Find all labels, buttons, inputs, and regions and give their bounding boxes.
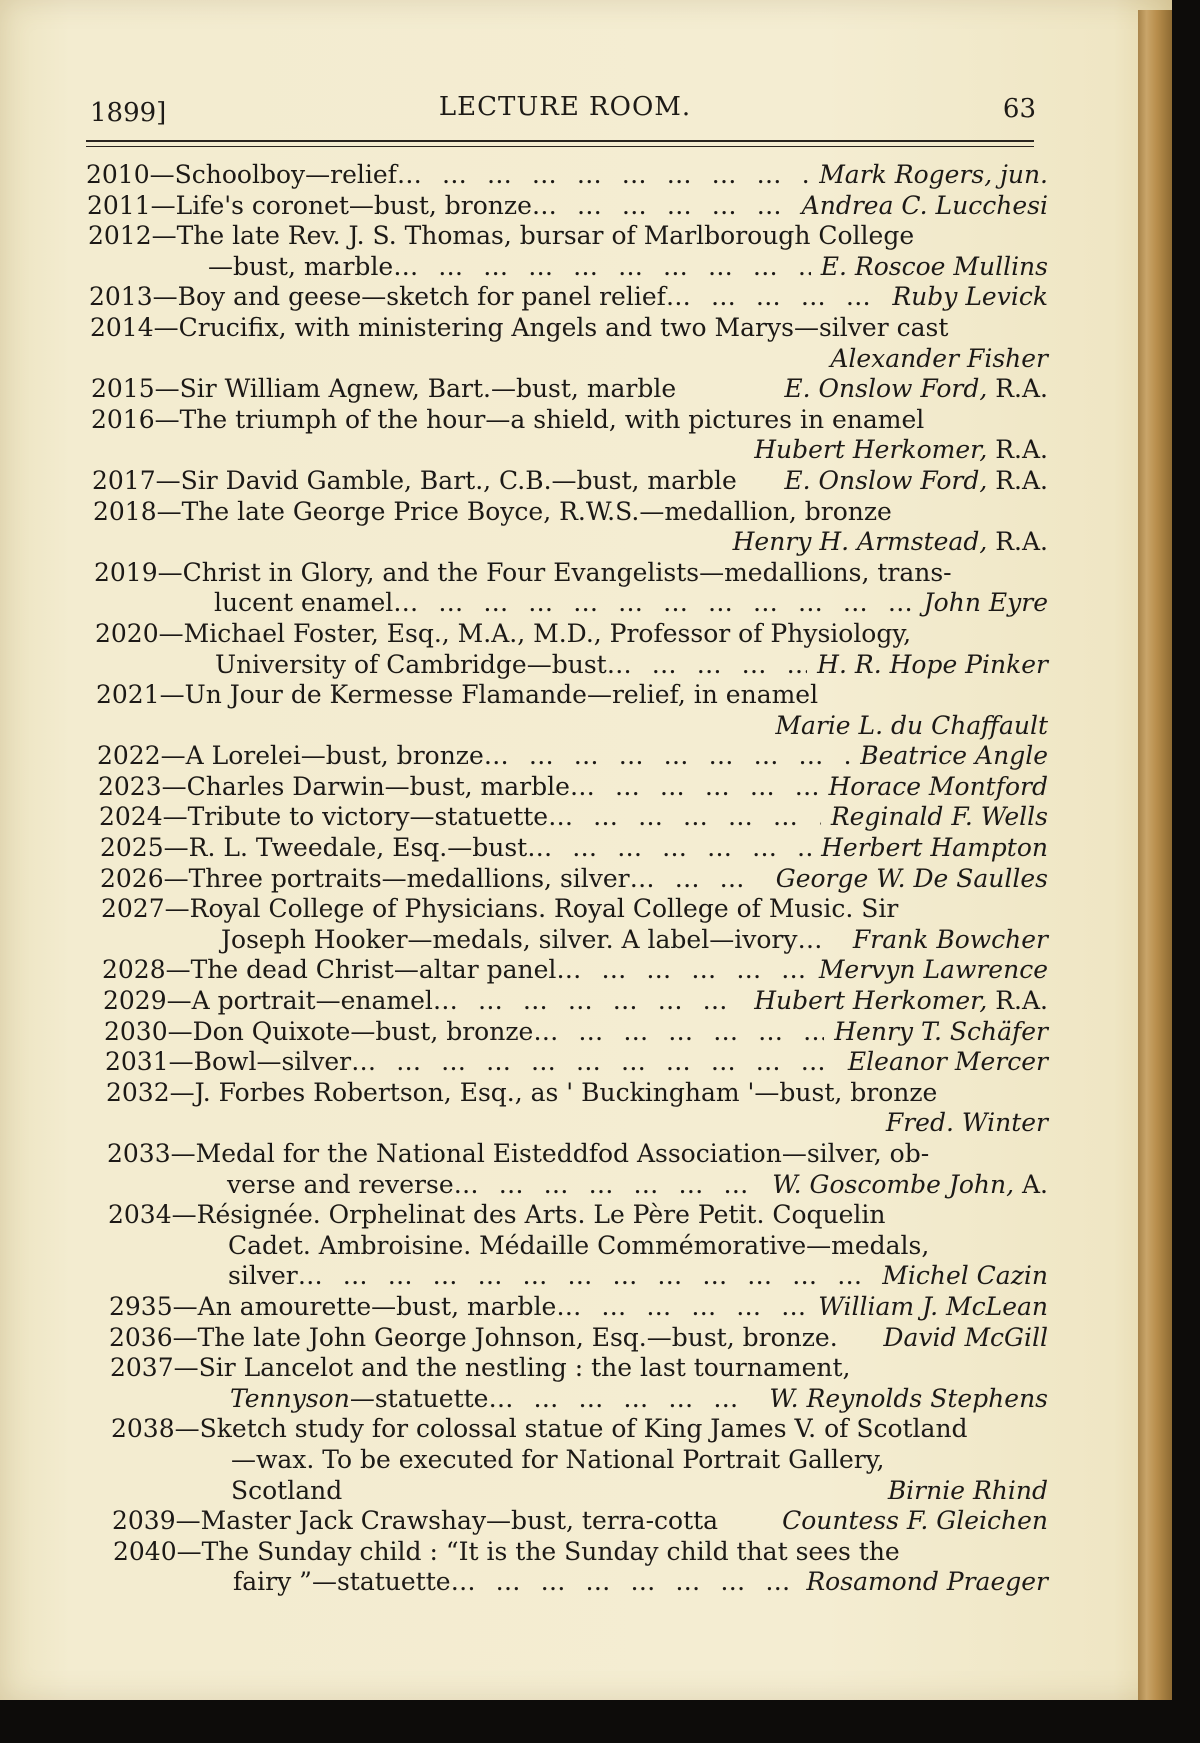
- artist-name: [772, 1506, 1048, 1537]
- artist-name-text: Henry H. Armstead,: [732, 527, 988, 557]
- artist-name: [744, 986, 1048, 1017]
- artist-name: [808, 1292, 1048, 1323]
- entry-continuation-line: [0, 1445, 1048, 1476]
- entry-text: 2935—An amourette—bust, marble: [109, 1291, 557, 1321]
- entry-artist-line: [0, 1108, 1048, 1139]
- entry-artist-line: [0, 435, 1048, 466]
- artist-name: [850, 741, 1048, 772]
- artist-name: [811, 252, 1048, 283]
- entry-text: 2033—Medal for the National Eisteddfod Association—silver, ob-: [107, 1139, 930, 1168]
- catalogue-entry: [0, 802, 1060, 833]
- artist-name: [843, 925, 1048, 956]
- artist-name: [914, 588, 1048, 619]
- entry-number: 2029: [103, 986, 167, 1016]
- entry-description: Sir Lancelot and the nestling : the last tournament,: [198, 1353, 851, 1383]
- artist-name-text: Hubert Herkomer,: [754, 986, 988, 1016]
- entry-continuation-line: [0, 650, 1048, 681]
- entry-description: University of Cambridge—bust: [215, 649, 607, 679]
- entry-text: [231, 1445, 884, 1476]
- entry-description: R. L. Tweedale, Esq.—bust: [188, 833, 528, 863]
- artist-name: [873, 1323, 1048, 1354]
- leader-dots: [433, 986, 744, 1017]
- entry-artist-line: [0, 711, 1048, 742]
- entry-description: The Sunday child : “It is the Sunday child that sees the: [201, 1536, 900, 1566]
- entry-title-line: [0, 1506, 1048, 1537]
- artist-rank: R.A.: [987, 435, 1048, 465]
- artist-name-text: David McGill: [883, 1322, 1048, 1352]
- catalogue-entry: [0, 680, 1060, 741]
- entry-title-line: [0, 497, 1048, 528]
- entry-continuation-line: [0, 1261, 1048, 1292]
- artist-name-text: Reginald F. Wells: [830, 802, 1048, 832]
- entry-number: 2935: [109, 1291, 173, 1321]
- entry-continuation-line: [0, 925, 1048, 956]
- entry-text: [214, 588, 393, 619]
- artist-name-text: John Eyre: [923, 588, 1048, 618]
- entry-title-line: [0, 772, 1048, 803]
- entry-number: 2033: [107, 1139, 171, 1168]
- entry-text: [230, 1384, 488, 1415]
- leader-dots: [533, 1017, 824, 1048]
- entry-continuation-line: [0, 588, 1048, 619]
- leader-dots: [393, 588, 913, 619]
- entry-continuation-line: [0, 1384, 1048, 1415]
- artist-name-text: Alexander Fisher: [830, 343, 1048, 373]
- entry-text: 2013—Boy and geese—sketch for panel relief: [89, 282, 666, 312]
- entry-number: 2039: [112, 1506, 176, 1536]
- entry-text: 2028—The dead Christ—altar panel: [102, 955, 557, 985]
- entry-description: Charles Darwin—bust, marble: [186, 771, 570, 801]
- artist-rank: R.A.: [987, 986, 1048, 1016]
- entry-description: Sketch study for colossal statue of King James V. of Scotland: [199, 1414, 968, 1444]
- entry-title-line: [0, 558, 1048, 589]
- artist-name-text: Herbert Hampton: [821, 833, 1048, 863]
- catalogue-entry: [0, 405, 1060, 466]
- leader-dots: [630, 864, 766, 895]
- leader-dots: [532, 191, 792, 222]
- entry-number: 2027: [101, 894, 165, 924]
- entry-description: Bowl—silver: [193, 1047, 352, 1077]
- entry-description: Résignée. Orphelinat des Arts. Le Père Petit. Coquelin: [196, 1200, 886, 1230]
- entry-title-line: [0, 680, 1048, 711]
- entry-number: 2022: [97, 741, 161, 771]
- entry-number: 2015: [91, 374, 155, 404]
- entry-description: Life's coronet—bust, bronze: [175, 190, 532, 220]
- entry-description: Scotland: [231, 1475, 343, 1505]
- artist-name: [762, 1170, 1048, 1201]
- entry-description: Joseph Hooker—medals, silver. A label—ivory: [221, 924, 798, 954]
- entry-number: 2034: [108, 1200, 172, 1230]
- catalogue-entry: [0, 282, 1060, 313]
- artist-name: [882, 282, 1048, 313]
- entry-text: 2037—Sir Lancelot and the nestling : the last tournament,: [110, 1353, 851, 1383]
- artist-name-text: H. R. Hope Pinker: [817, 649, 1048, 679]
- entry-continuation-line: [0, 252, 1048, 283]
- artist-name-text: Ruby Levick: [892, 282, 1048, 312]
- entry-title-line: [0, 741, 1048, 772]
- entry-description: Michael Foster, Esq., M.A., M.D., Professor of Physiology,: [183, 618, 912, 648]
- entry-title-line: [0, 864, 1048, 895]
- entry-title-line: [0, 1414, 1048, 1445]
- artist-name: [807, 650, 1048, 681]
- entry-text: 2027—Royal College of Physicians. Royal College of Music. Sir: [101, 894, 899, 924]
- entry-description: The late John George Johnson, Esq.—bust, bronze.: [197, 1322, 838, 1352]
- entry-number: 2031: [105, 1047, 169, 1077]
- artist-name-text: Beatrice Angle: [860, 741, 1048, 771]
- entry-description: Tribute to victory—statuette: [187, 802, 549, 832]
- entry-number: 2018: [93, 496, 157, 526]
- artist-name-text: Rosamond Praeger: [806, 1567, 1048, 1597]
- entry-title-line: [0, 1323, 1048, 1354]
- header-rule: [86, 140, 1034, 142]
- entry-text: 2023—Charles Darwin—bust, marble: [98, 771, 570, 801]
- artist-name: [872, 1261, 1048, 1292]
- artist-name-text: Countess F. Gleichen: [782, 1506, 1048, 1536]
- entry-title-line: [0, 1139, 1048, 1170]
- entry-description: The late George Price Boyce, R.W.S.—medallion, bronze: [181, 496, 892, 526]
- entry-description: lucent enamel: [214, 588, 394, 618]
- catalogue-entry: [0, 772, 1060, 803]
- artist-name-text: Mark Rogers, jun.: [819, 160, 1048, 189]
- entry-text: [231, 1476, 342, 1507]
- catalogue-entry: [0, 374, 1060, 405]
- artist-rank: R.A.: [987, 465, 1048, 495]
- entry-text: 2018—The late George Price Boyce, R.W.S.—medallion, bronze: [93, 496, 892, 526]
- catalogue-entry: [0, 833, 1060, 864]
- entry-description: Schoolboy—relief: [174, 160, 397, 189]
- entry-description: Tennyson—statuette: [230, 1383, 489, 1413]
- leader-dots: [451, 1567, 797, 1598]
- entry-text: [208, 252, 393, 283]
- catalogue-entry: [0, 1537, 1060, 1598]
- entry-text: 2010—Schoolboy—relief: [86, 160, 397, 189]
- artist-rank: A.: [1014, 1169, 1048, 1199]
- artist-name-text: Fred. Winter: [885, 1108, 1048, 1138]
- entry-text: [215, 650, 607, 681]
- entry-description: Don Quixote—bust, bronze: [192, 1016, 534, 1046]
- leader-dots: [548, 802, 821, 833]
- artist-name: [759, 1384, 1048, 1415]
- entry-text: 2017—Sir David Gamble, Bart., C.B.—bust, marble: [92, 465, 737, 495]
- artist-name-text: Frank Bowcher: [852, 924, 1048, 954]
- artist-name: [838, 1047, 1048, 1078]
- entry-description: Royal College of Physicians. Royal College of Music. Sir: [189, 894, 899, 924]
- leader-dots: [397, 160, 809, 191]
- entry-number: 2032: [106, 1077, 170, 1107]
- catalogue-entry: [0, 313, 1060, 374]
- entry-description: Christ in Glory, and the Four Evangelists—medallions, trans-: [182, 557, 952, 587]
- catalogue-entry: [0, 558, 1060, 619]
- entry-title-line: [0, 313, 1048, 344]
- entry-title-line: [0, 619, 1048, 650]
- artist-name-text: W. Reynolds Stephens: [769, 1383, 1048, 1413]
- entry-number: 2016: [91, 404, 155, 434]
- leader-dots: [488, 1384, 759, 1415]
- entry-title-line: [0, 1047, 1048, 1078]
- entry-number: 2040: [113, 1536, 177, 1566]
- catalogue-entry: [0, 955, 1060, 986]
- leader-dots: [527, 833, 811, 864]
- artist-name: [878, 1476, 1048, 1507]
- entry-text: 2011—Life's coronet—bust, bronze: [87, 190, 532, 220]
- entry-number: 2020: [95, 618, 159, 648]
- leader-dots: [484, 741, 850, 772]
- entry-description: The late Rev. J. S. Thomas, bursar of Marlborough College: [176, 221, 915, 251]
- entry-text: 2034—Résignée. Orphelinat des Arts. Le Père Petit. Coquelin: [108, 1200, 886, 1230]
- catalogue-entry: [0, 1292, 1060, 1323]
- entry-number: 2028: [102, 955, 166, 985]
- artist-rank: R.A.: [987, 374, 1048, 404]
- artist-name: [766, 864, 1048, 895]
- entry-description: Sir David Gamble, Bart., C.B.—bust, marble: [180, 465, 737, 495]
- entry-text: 2036—The late John George Johnson, Esq.—bust, bronze.: [109, 1322, 838, 1352]
- entry-description: The dead Christ—altar panel: [190, 955, 557, 985]
- entry-description: An amourette—bust, marble: [197, 1291, 557, 1321]
- entry-number: 2011: [87, 190, 151, 220]
- catalogue-entry: [0, 741, 1060, 772]
- catalogue-entry: [0, 221, 1060, 282]
- entry-title-line: [0, 1200, 1048, 1231]
- entry-text: 2022—A Lorelei—bust, bronze: [97, 741, 484, 771]
- catalogue-entry: [0, 1506, 1060, 1537]
- entry-text: 2020—Michael Foster, Esq., M.A., M.D., Professor of Physiology,: [95, 618, 912, 648]
- catalogue-entry: [0, 1353, 1060, 1414]
- header-year: 1899]: [90, 98, 167, 128]
- entry-title-line: [0, 1292, 1048, 1323]
- artist-name-text: William J. McLean: [818, 1291, 1048, 1321]
- artist-name: [796, 1567, 1048, 1598]
- artist-name: [744, 435, 1048, 466]
- entry-title-line: [0, 802, 1048, 833]
- leader-dots: [298, 1261, 873, 1292]
- leader-dots: [351, 1047, 838, 1078]
- artist-name-text: Eleanor Mercer: [847, 1047, 1048, 1077]
- artist-name-text: Mervyn Lawrence: [818, 955, 1048, 985]
- entry-title-line: [0, 1078, 1048, 1109]
- entry-description: A portrait—enamel: [191, 986, 433, 1016]
- artist-name-text: Michel Cazin: [882, 1261, 1048, 1291]
- entry-text: 2019—Christ in Glory, and the Four Evangelists—medallions, trans-: [94, 557, 952, 587]
- catalogue-entry: [0, 1078, 1060, 1139]
- artist-name-text: George W. De Saulles: [775, 863, 1048, 893]
- leader-dots: [454, 1170, 763, 1201]
- artist-name-text: Henry T. Schäfer: [834, 1016, 1048, 1046]
- entry-description: Cadet. Ambroisine. Médaille Commémorative—medals,: [228, 1230, 930, 1260]
- entry-title-line: [0, 374, 1048, 405]
- entry-number: 2010: [86, 160, 150, 189]
- entry-title-line: [0, 405, 1048, 436]
- catalogue-entry: [0, 1139, 1060, 1200]
- leader-dots: [666, 282, 882, 313]
- artist-name-text: Hubert Herkomer,: [754, 435, 988, 465]
- catalogue-entry: [0, 1017, 1060, 1048]
- catalogue-entry: [0, 894, 1060, 955]
- artist-name-text: W. Goscombe John,: [772, 1169, 1015, 1199]
- book-spine-edge: [1138, 10, 1172, 1700]
- entry-number: 2025: [100, 833, 164, 863]
- entry-title-line: [0, 894, 1048, 925]
- artist-name: [821, 802, 1048, 833]
- catalogue-entry: [0, 986, 1060, 1017]
- entry-title-line: [0, 955, 1048, 986]
- entry-description: Sir William Agnew, Bart.—bust, marble: [179, 374, 677, 404]
- entry-text: [228, 1261, 298, 1292]
- entry-number: 2036: [109, 1322, 173, 1352]
- entry-description: verse and reverse: [227, 1169, 454, 1199]
- entry-description: silver: [228, 1261, 298, 1291]
- artist-name-text: E. Roscoe Mullins: [820, 251, 1048, 281]
- catalogue-entry: [0, 1414, 1060, 1506]
- entry-number: 2037: [110, 1353, 174, 1383]
- catalogue-entry: [0, 1200, 1060, 1292]
- entry-text: [228, 1231, 929, 1262]
- entry-text: [221, 925, 797, 956]
- catalogue-entry: [0, 619, 1060, 680]
- leader-dots: [556, 1292, 808, 1323]
- page-number: 63: [1002, 94, 1036, 124]
- entry-title-line: [0, 160, 1048, 191]
- artist-name-text: E. Onslow Ford,: [784, 374, 988, 404]
- entry-title-line: [0, 466, 1048, 497]
- entry-title-line: [0, 221, 1048, 252]
- catalogue-entry: [0, 191, 1060, 222]
- entry-artist-line: [0, 344, 1048, 375]
- artist-name: [818, 772, 1048, 803]
- entry-text: 2012—The late Rev. J. S. Thomas, bursar of Marlborough College: [88, 221, 915, 251]
- entry-description: The triumph of the hour—a shield, with pictures in enamel: [179, 404, 925, 434]
- artist-name-text: Birnie Rhind: [887, 1475, 1048, 1505]
- entry-text: 2024—Tribute to victory—statuette: [99, 802, 549, 832]
- entry-title-line: [0, 191, 1048, 222]
- entry-text: 2021—Un Jour de Kermesse Flamande—relief, in enamel: [96, 680, 819, 710]
- leader-dots: [797, 925, 842, 956]
- catalogue-entries: [0, 160, 1060, 1598]
- entry-text: 2026—Three portraits—medallions, silver: [100, 863, 630, 893]
- leader-dots: [607, 650, 807, 681]
- artist-name: [765, 711, 1048, 742]
- entry-description: —bust, marble: [208, 251, 394, 281]
- artist-name: [876, 1108, 1048, 1139]
- entry-continuation-line: [0, 1567, 1048, 1598]
- header-title: LECTURE ROOM.: [438, 92, 692, 122]
- entry-artist-line: [0, 527, 1048, 558]
- entry-number: 2012: [88, 221, 152, 251]
- entry-number: 2014: [90, 312, 154, 342]
- entry-continuation-line: [0, 1231, 1048, 1262]
- entry-title-line: [0, 282, 1048, 313]
- entry-continuation-line: [0, 1476, 1048, 1507]
- catalogue-entry: [0, 497, 1060, 558]
- entry-text: 2032—J. Forbes Robertson, Esq., as ' Buckingham '—bust, bronze: [106, 1077, 938, 1107]
- catalogue-entry: [0, 864, 1060, 895]
- artist-name: [820, 344, 1048, 375]
- entry-number: 2021: [96, 680, 160, 710]
- entry-text: [233, 1567, 451, 1598]
- entry-text: 2039—Master Jack Crawshay—bust, terra-cotta: [112, 1506, 719, 1536]
- entry-text: 2014—Crucifix, with ministering Angels and two Marys—silver cast: [90, 312, 949, 342]
- entry-title-line: [0, 1537, 1048, 1568]
- entry-title-line: [0, 833, 1048, 864]
- artist-name: [811, 833, 1048, 864]
- artist-name-text: Andrea C. Lucchesi: [801, 190, 1048, 220]
- entry-text: 2040—The Sunday child : “It is the Sunday child that sees the: [113, 1536, 900, 1566]
- artist-name-text: E. Onslow Ford,: [784, 465, 988, 495]
- entry-description: Un Jour de Kermesse Flamande—relief, in enamel: [184, 680, 819, 710]
- leader-dots: [393, 252, 811, 283]
- entry-text: 2015—Sir William Agnew, Bart.—bust, marble: [91, 374, 677, 404]
- entry-continuation-line: [0, 1170, 1048, 1201]
- artist-name: [809, 160, 1048, 191]
- artist-name-text: Marie L. du Chaffault: [775, 710, 1048, 740]
- running-header: [90, 92, 1040, 132]
- entry-number: 2017: [92, 465, 156, 495]
- entry-description: —wax. To be executed for National Portrait Gallery,: [231, 1444, 885, 1474]
- entry-number: 2024: [99, 802, 163, 832]
- artist-rank: R.A.: [987, 527, 1048, 557]
- artist-name: [824, 1017, 1048, 1048]
- leader-dots: [570, 772, 819, 803]
- entry-description: Master Jack Crawshay—bust, terra-cotta: [200, 1506, 719, 1536]
- entry-text: 2029—A portrait—enamel: [103, 986, 433, 1016]
- artist-name: [792, 191, 1048, 222]
- leader-dots: [556, 955, 808, 986]
- artist-name-text: Horace Montford: [828, 771, 1048, 801]
- artist-name: [723, 527, 1048, 558]
- entry-title-line: [0, 986, 1048, 1017]
- entry-text: 2016—The triumph of the hour—a shield, with pictures in enamel: [91, 404, 925, 434]
- entry-description: Three portraits—medallions, silver: [188, 863, 630, 893]
- entry-number: 2013: [89, 282, 153, 312]
- artist-name: [774, 374, 1048, 405]
- entry-description: Boy and geese—sketch for panel relief: [177, 282, 666, 312]
- entry-description: J. Forbes Robertson, Esq., as ' Buckingham '—bust, bronze: [194, 1077, 938, 1107]
- artist-name: [774, 466, 1048, 497]
- artist-name: [809, 955, 1048, 986]
- entry-title-line: [0, 1353, 1048, 1384]
- entry-description: Medal for the National Eisteddfod Association—silver, ob-: [195, 1139, 930, 1168]
- entry-text: 2038—Sketch study for colossal statue of King James V. of Scotland: [111, 1414, 968, 1444]
- catalogue-entry: [0, 1047, 1060, 1078]
- header-rule-thin: [86, 146, 1034, 147]
- catalogue-entry: [0, 466, 1060, 497]
- entry-number: 2023: [98, 771, 162, 801]
- entry-text: 2031—Bowl—silver: [105, 1047, 352, 1077]
- entry-description: Crucifix, with ministering Angels and two Marys—silver cast: [178, 312, 949, 342]
- entry-number: 2026: [100, 863, 164, 893]
- catalogue-entry: [0, 1323, 1060, 1354]
- entry-description: fairy ”—statuette: [233, 1567, 451, 1597]
- entry-number: 2038: [111, 1414, 175, 1444]
- entry-text: [227, 1170, 454, 1201]
- catalogue-entry: [0, 160, 1060, 191]
- entry-number: 2030: [104, 1016, 168, 1046]
- entry-description: A Lorelei—bust, bronze: [185, 741, 484, 771]
- entry-title-line: [0, 1017, 1048, 1048]
- entry-number: 2019: [94, 557, 158, 587]
- entry-text: 2025—R. L. Tweedale, Esq.—bust: [100, 833, 528, 863]
- entry-text: 2030—Don Quixote—bust, bronze: [104, 1016, 534, 1046]
